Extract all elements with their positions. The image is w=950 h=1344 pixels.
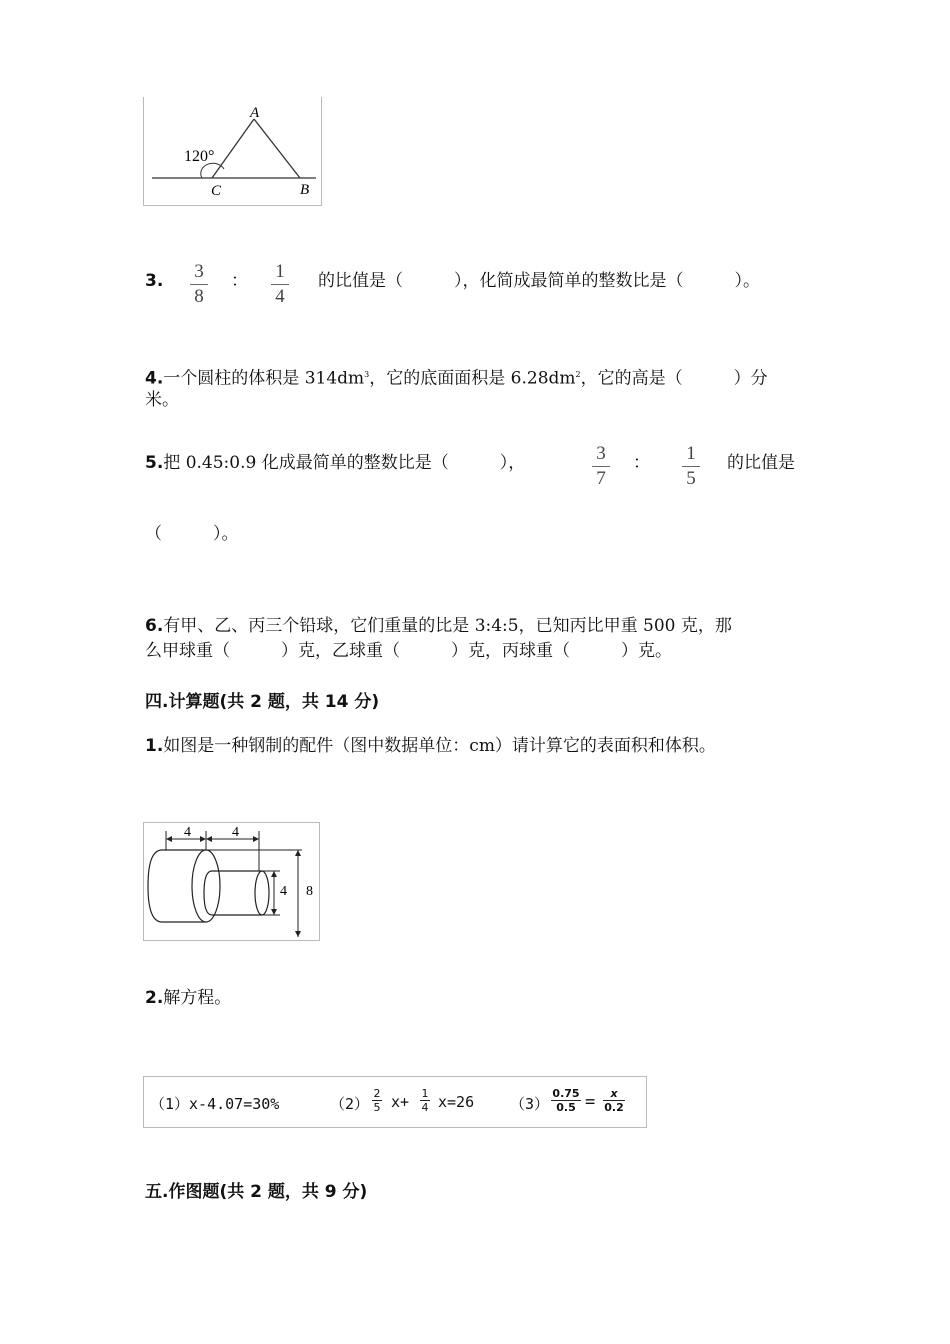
fraction-3-7	[592, 444, 610, 489]
question-number: 2.	[145, 988, 164, 1008]
question-number: 4.	[145, 368, 164, 389]
numerator: 0.75	[552, 1087, 580, 1100]
angle-label: 120°	[184, 148, 215, 165]
question-text: 一个圆柱的体积是 314dm	[163, 368, 365, 389]
section-4-title: 四.计算题(共 2 题，共 14 分)	[145, 692, 380, 712]
superscript: 2	[575, 370, 581, 379]
vertex-c-label: C	[211, 183, 222, 199]
fraction-1-5	[682, 444, 700, 489]
dimension-label: 4	[184, 825, 191, 840]
question-4-line2: 米。	[145, 390, 179, 410]
calc-question-2	[145, 986, 231, 1010]
question-4	[145, 363, 768, 391]
numerator: 2	[373, 1087, 381, 1100]
question-number: 3.	[145, 271, 164, 291]
fraction-3-8	[190, 262, 208, 307]
triangle-diagram	[144, 97, 321, 205]
equation-3-label: （3）	[510, 1095, 550, 1113]
denominator: 5	[686, 468, 696, 489]
denominator: 7	[596, 468, 606, 489]
equation-2-frac1	[372, 1087, 382, 1114]
numerator: 1	[686, 443, 696, 464]
denominator: 0.5	[556, 1101, 576, 1114]
cylinder-diagram	[144, 823, 319, 940]
superscript: 3	[364, 370, 370, 379]
question-text: 把 0.45:0.9 化成最简单的整数比是（ ），	[163, 453, 526, 473]
numerator: 3	[596, 443, 606, 464]
vertex-a-label: A	[250, 105, 260, 121]
equation-2-mid: x+	[391, 1093, 410, 1111]
triangle-figure	[143, 97, 322, 206]
equation-2-frac2	[420, 1087, 430, 1114]
equation-3-equals: =	[585, 1092, 596, 1112]
question-text: 如图是一种钢制的配件（图中数据单位：cm）请计算它的表面积和体积。	[163, 736, 716, 756]
question-number: 5.	[145, 453, 164, 473]
denominator: 4	[275, 286, 285, 307]
equation-1: （1）x-4.07=30%	[150, 1095, 280, 1113]
question-6-line2: 么甲球重（ ）克，乙球重（ ）克，丙球重（ ）克。	[145, 641, 672, 661]
question-text: ，它的高是（ ）分	[580, 368, 768, 389]
question-text: 解方程。	[163, 988, 232, 1008]
dimension-label: 4	[280, 884, 287, 899]
vertex-b-label: B	[300, 182, 310, 198]
denominator: 8	[194, 286, 204, 307]
question-3	[145, 269, 163, 293]
question-5-text-end: 的比值是	[727, 453, 795, 473]
numerator: 3	[194, 261, 204, 282]
colon: ：	[633, 453, 650, 473]
question-text: 有甲、乙、丙三个铅球，它们重量的比是 3:4:5，已知丙比甲重 500 克，那	[163, 616, 732, 636]
question-5-line2: （ ）。	[145, 524, 239, 544]
equation-3-frac2	[603, 1087, 625, 1114]
dimension-label: 4	[232, 825, 239, 840]
question-6	[145, 614, 732, 638]
denominator: 4	[421, 1101, 429, 1114]
section-5-title: 五.作图题(共 2 题，共 9 分)	[145, 1182, 368, 1202]
numerator: 1	[421, 1087, 429, 1100]
equation-2-label: （2）	[330, 1095, 370, 1113]
calc-question-1	[145, 734, 716, 758]
question-number: 6.	[145, 616, 164, 636]
denominator: 5	[373, 1101, 381, 1114]
numerator: 1	[275, 261, 285, 282]
question-text: ，它的底面面积是 6.28dm	[369, 368, 576, 389]
cylinder-figure	[143, 822, 320, 941]
denominator: 0.2	[604, 1101, 624, 1114]
numerator: x	[610, 1087, 618, 1100]
colon: ：	[231, 271, 248, 291]
equation-2-end: x=26	[438, 1093, 475, 1111]
question-number: 1.	[145, 736, 164, 756]
equations-box	[143, 1076, 647, 1128]
question-3-text: 的比值是（ ），化简成最简单的整数比是（ ）。	[318, 271, 760, 291]
fraction-1-4	[271, 262, 289, 307]
question-5	[145, 451, 525, 475]
equation-3-frac1	[551, 1087, 581, 1114]
dimension-label: 8	[306, 884, 313, 899]
